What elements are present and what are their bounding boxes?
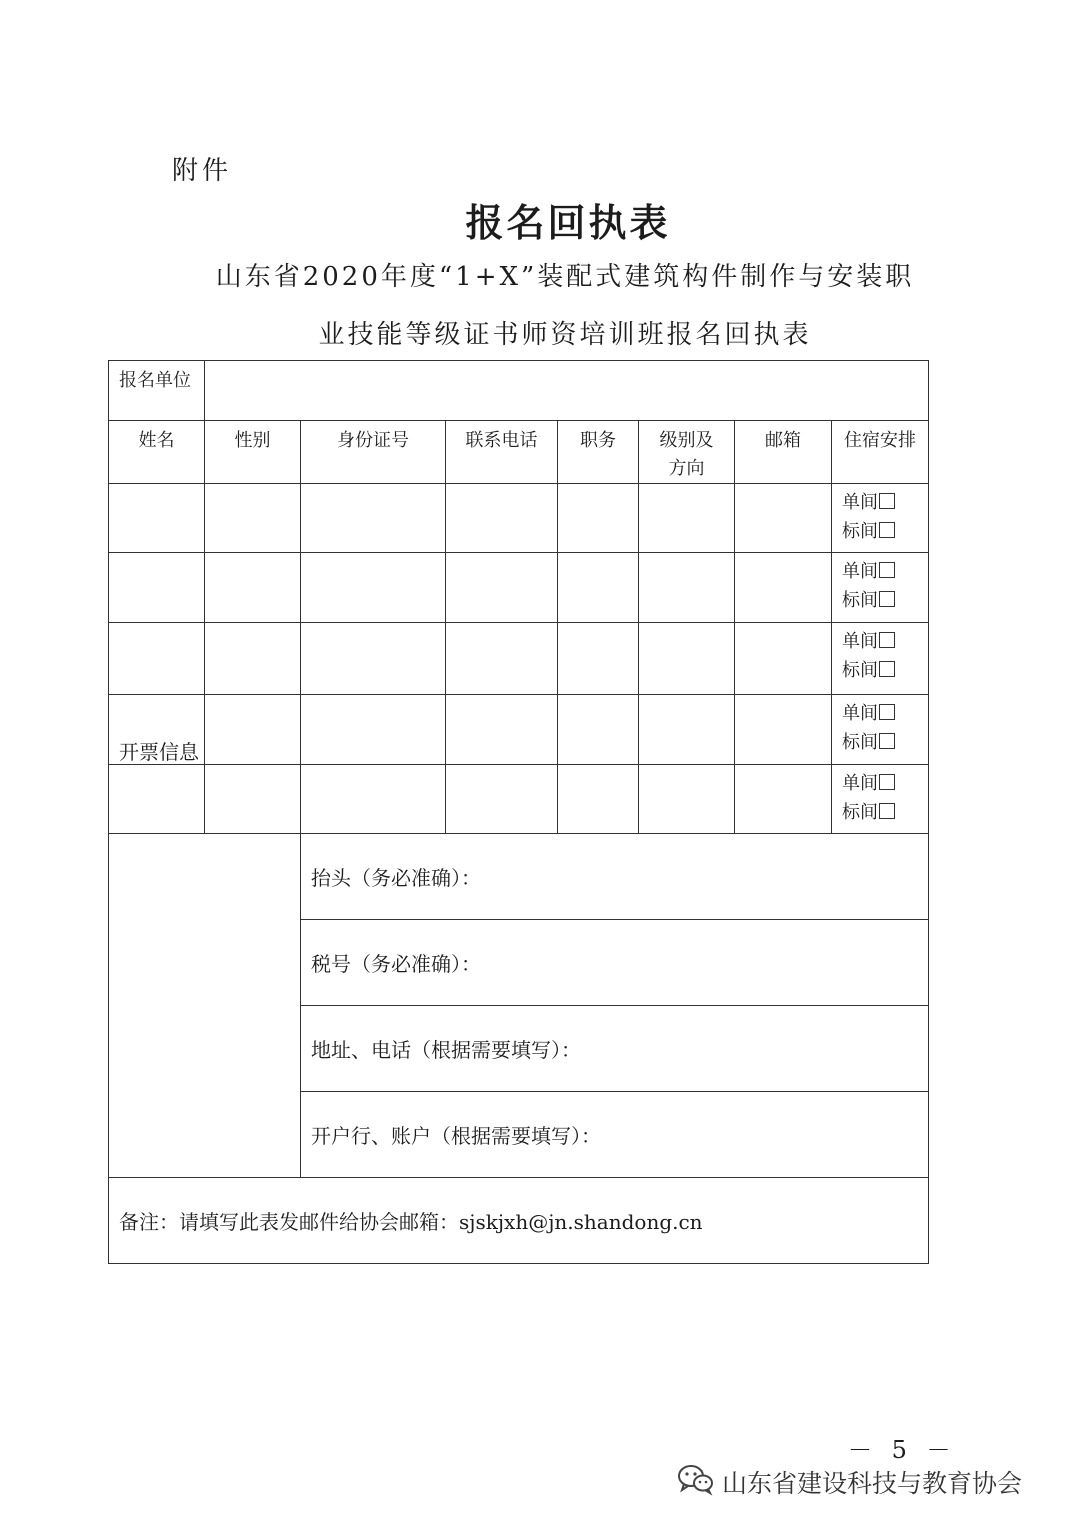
table-row: [109, 553, 929, 623]
id-number-cell[interactable]: [301, 553, 446, 623]
email-cell[interactable]: [735, 484, 832, 553]
lodging-cell: [832, 553, 929, 623]
level-cell[interactable]: [639, 765, 735, 834]
level-cell[interactable]: [639, 623, 735, 695]
id-number-cell[interactable]: [301, 695, 446, 765]
lodging-cell: [832, 765, 929, 834]
registration-form-table: [108, 360, 929, 1264]
email-cell[interactable]: [735, 553, 832, 623]
single-room-checkbox[interactable]: [879, 562, 895, 578]
name-cell[interactable]: [109, 623, 205, 695]
column-header-gender: 性别: [205, 421, 301, 484]
lodging-cell: [832, 695, 929, 765]
single-room-checkbox[interactable]: [879, 632, 895, 648]
unit-label-cell: [109, 361, 205, 421]
lodging-option-single[interactable]: 单间: [842, 769, 928, 798]
email-cell[interactable]: [735, 695, 832, 765]
phone-cell[interactable]: [446, 695, 558, 765]
remarks-text: 备注：请填写此表发邮件给协会邮箱：sjskjxh@jn.shandong.cn: [119, 1210, 703, 1234]
wechat-icon: [676, 1462, 722, 1502]
position-cell[interactable]: [558, 484, 639, 553]
standard-room-checkbox[interactable]: [879, 803, 895, 819]
gender-cell[interactable]: [205, 484, 301, 553]
gender-cell[interactable]: [205, 553, 301, 623]
standard-room-checkbox[interactable]: [879, 661, 895, 677]
single-room-checkbox[interactable]: [879, 704, 895, 720]
unit-label: 报名单位: [119, 370, 191, 391]
phone-cell[interactable]: [446, 765, 558, 834]
lodging-cell: [832, 623, 929, 695]
invoice-tax-number-field[interactable]: 税号（务必准确）：: [301, 920, 929, 1006]
level-cell[interactable]: [639, 553, 735, 623]
email-cell[interactable]: [735, 765, 832, 834]
invoice-bank-account-field[interactable]: 开户行、账户（根据需要填写）：: [301, 1092, 929, 1178]
phone-cell[interactable]: [446, 484, 558, 553]
unit-value: [205, 361, 928, 373]
remarks-row: [109, 1178, 929, 1264]
standard-room-checkbox[interactable]: [879, 522, 895, 538]
phone-cell[interactable]: [446, 623, 558, 695]
standard-room-checkbox[interactable]: [879, 733, 895, 749]
invoice-header-field[interactable]: 抬头（务必准确）：: [301, 834, 929, 920]
level-cell[interactable]: [639, 484, 735, 553]
lodging-cell: [832, 484, 929, 553]
single-room-checkbox[interactable]: [879, 493, 895, 509]
lodging-option-standard[interactable]: 标间: [842, 728, 928, 757]
column-header-level: 级别及 方向: [639, 421, 735, 484]
single-room-checkbox[interactable]: [879, 774, 895, 790]
footer-account-name: 山东省建设科技与教育协会: [722, 1469, 1023, 1498]
position-cell[interactable]: [558, 623, 639, 695]
lodging-option-single[interactable]: 单间: [842, 557, 928, 586]
lodging-option-single[interactable]: 单间: [842, 627, 928, 656]
lodging-option-single[interactable]: 单间: [842, 699, 928, 728]
lodging-option-standard[interactable]: 标间: [842, 656, 928, 685]
lodging-option-standard[interactable]: 标间: [842, 798, 928, 827]
gender-cell[interactable]: [205, 765, 301, 834]
column-header-phone: 联系电话: [446, 421, 558, 484]
page-number: － 5 －: [848, 1436, 957, 1464]
name-cell[interactable]: [109, 765, 205, 834]
column-header-id-number: 身份证号: [301, 421, 446, 484]
id-number-cell[interactable]: [301, 484, 446, 553]
phone-cell[interactable]: [446, 553, 558, 623]
lodging-option-single[interactable]: 单间: [842, 488, 928, 517]
attachment-label: 附件: [172, 156, 233, 186]
position-cell[interactable]: [558, 695, 639, 765]
standard-room-checkbox[interactable]: [879, 591, 895, 607]
table-row: [109, 623, 929, 695]
lodging-option-standard[interactable]: 标间: [842, 517, 928, 546]
column-header-row: [109, 421, 929, 484]
invoice-address-phone-field[interactable]: 地址、电话（根据需要填写）：: [301, 1006, 929, 1092]
unit-input-field[interactable]: [205, 361, 929, 421]
position-cell[interactable]: [558, 553, 639, 623]
lodging-option-standard[interactable]: 标间: [842, 586, 928, 615]
invoice-info-label: 开票信息: [109, 834, 301, 1178]
name-cell[interactable]: [109, 484, 205, 553]
page-title: 报名回执表: [465, 200, 671, 245]
column-header-name: 姓名: [109, 421, 205, 484]
email-cell[interactable]: [735, 623, 832, 695]
position-cell[interactable]: [558, 765, 639, 834]
name-cell[interactable]: [109, 553, 205, 623]
table-row: [109, 484, 929, 553]
level-cell[interactable]: [639, 695, 735, 765]
column-header-position: 职务: [558, 421, 639, 484]
id-number-cell[interactable]: [301, 623, 446, 695]
subtitle-line-1: 山东省2020年度“1+X”装配式建筑构件制作与安装职: [215, 262, 915, 292]
id-number-cell[interactable]: [301, 765, 446, 834]
column-header-lodging: 住宿安排: [832, 421, 929, 484]
subtitle-line-2: 业技能等级证书师资培训班报名回执表: [318, 320, 812, 350]
table-row: [109, 765, 929, 834]
gender-cell[interactable]: [205, 623, 301, 695]
footer-watermark: [676, 1462, 1022, 1502]
column-header-email: 邮箱: [735, 421, 832, 484]
